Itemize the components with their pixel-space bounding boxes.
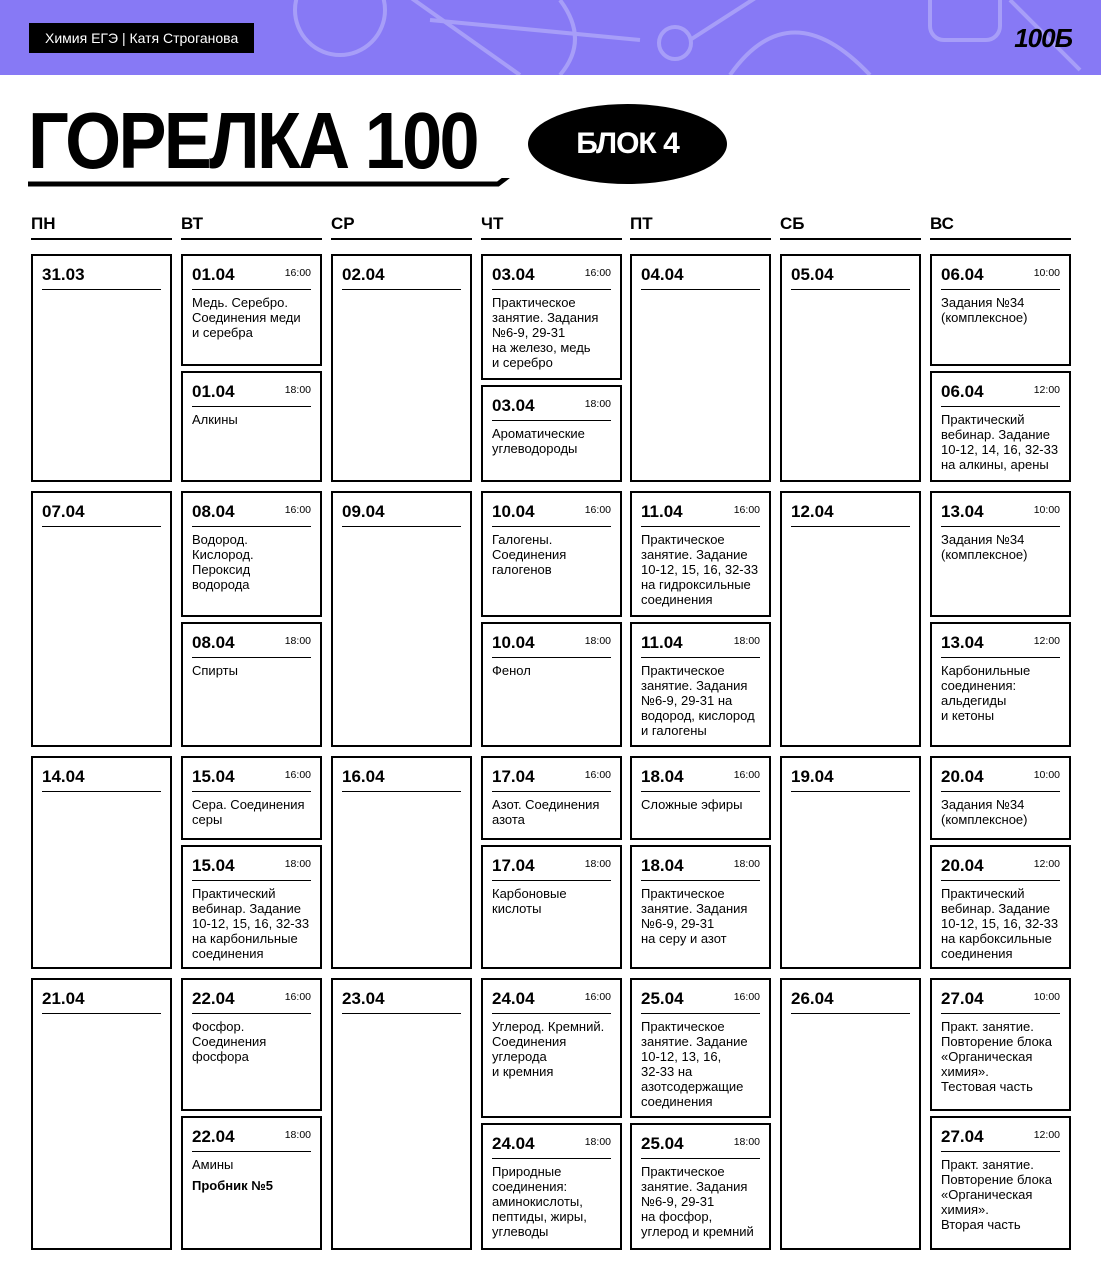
- cell-time: 10:00: [1033, 769, 1060, 781]
- event-description: Медь. Серебро. Соединения меди и серебра: [192, 295, 301, 340]
- day-cell: [31, 756, 172, 969]
- cell-time: 16:00: [284, 504, 311, 516]
- cell-date: 05.04: [791, 265, 834, 284]
- cell-time: 12:00: [1033, 858, 1060, 870]
- cell-header: [342, 501, 461, 527]
- cell-time: 16:00: [584, 267, 611, 279]
- day-cell: [31, 491, 172, 747]
- cell-header: [192, 632, 311, 658]
- cell-header: [941, 381, 1060, 407]
- cell-date: 27.04: [941, 1127, 984, 1146]
- cell-date: 31.03: [42, 265, 85, 284]
- day-header-mon: ПН: [31, 212, 172, 240]
- cell-header: [941, 1126, 1060, 1152]
- event-cell: [481, 756, 622, 840]
- cell-header: [492, 264, 611, 290]
- day-cell: [331, 254, 472, 482]
- event-cell: [930, 756, 1071, 840]
- cell-time: 18:00: [584, 398, 611, 410]
- event-description: Фенол: [492, 663, 531, 678]
- event-extra-note: Пробник №5: [192, 1178, 273, 1193]
- cell-date: 19.04: [791, 767, 834, 786]
- event-cell: [930, 491, 1071, 617]
- cell-time: 10:00: [1033, 504, 1060, 516]
- event-cell: [481, 385, 622, 482]
- day-header-sat: СБ: [780, 212, 921, 240]
- cell-time: 12:00: [1033, 384, 1060, 396]
- cell-header: [641, 501, 760, 527]
- cell-time: 18:00: [733, 635, 760, 647]
- cell-time: 10:00: [1033, 267, 1060, 279]
- cell-date: 26.04: [791, 989, 834, 1008]
- cell-time: 18:00: [733, 858, 760, 870]
- day-header-fri: ПТ: [630, 212, 771, 240]
- event-description: Водород. Кислород. Пероксид водорода: [192, 532, 254, 592]
- event-description: Задания №34 (комплексное): [941, 797, 1028, 827]
- cell-header: [42, 264, 161, 290]
- event-description: Практическое занятие. Задания №6-9, 29-31 на фосфор, углерод и кремний: [641, 1164, 754, 1239]
- cell-date: 04.04: [641, 265, 684, 284]
- cell-header: [941, 766, 1060, 792]
- event-cell: [930, 622, 1071, 747]
- day-cell: [780, 756, 921, 969]
- cell-date: 24.04: [492, 1134, 535, 1153]
- cell-date: 01.04: [192, 382, 235, 401]
- event-description: Практ. занятие. Повторение блока «Органическая химия». Вторая часть: [941, 1157, 1053, 1232]
- cell-header: [192, 501, 311, 527]
- event-description: Практический вебинар. Задание 10-12, 14, 16, 32-33 на алкины, арены: [941, 412, 1059, 472]
- cell-header: [192, 988, 311, 1014]
- event-description: Фосфор. Соединения фосфора: [192, 1019, 267, 1064]
- day-cell: [31, 978, 172, 1250]
- cell-date: 15.04: [192, 767, 235, 786]
- event-cell: [181, 371, 322, 482]
- cell-date: 09.04: [342, 502, 385, 521]
- cell-date: 17.04: [492, 856, 535, 875]
- cell-header: [492, 501, 611, 527]
- event-description: Практ. занятие. Повторение блока «Органическая химия». Тестовая часть: [941, 1019, 1053, 1094]
- cell-header: [192, 1126, 311, 1152]
- cell-time: 18:00: [584, 635, 611, 647]
- day-cell: [331, 756, 472, 969]
- cell-time: 18:00: [284, 858, 311, 870]
- cell-date: 21.04: [42, 989, 85, 1008]
- event-description: Азот. Соединения азота: [492, 797, 600, 827]
- cell-date: 01.04: [192, 265, 235, 284]
- cell-time: 16:00: [733, 769, 760, 781]
- day-cell: [780, 254, 921, 482]
- event-description: Практический вебинар. Задание 10-12, 15, 16, 32-33 на карбоксильные соединения: [941, 886, 1059, 961]
- page-title: ГОРЕЛКА 100: [28, 96, 477, 185]
- cell-date: 10.04: [492, 633, 535, 652]
- cell-header: [641, 264, 760, 290]
- event-description: Практическое занятие. Задания №6-9, 29-31 на серу и азот: [641, 886, 748, 946]
- event-cell: [181, 756, 322, 840]
- event-cell: [181, 254, 322, 366]
- cell-date: 08.04: [192, 502, 235, 521]
- cell-date: 22.04: [192, 1127, 235, 1146]
- cell-date: 03.04: [492, 396, 535, 415]
- cell-header: [641, 988, 760, 1014]
- event-cell: [930, 371, 1071, 482]
- cell-header: [791, 264, 910, 290]
- event-description: Углерод. Кремний. Соединения углерода и кремния: [492, 1019, 605, 1079]
- cell-time: 18:00: [284, 635, 311, 647]
- cell-header: [192, 264, 311, 290]
- cell-time: 12:00: [1033, 1129, 1060, 1141]
- day-cell: [31, 254, 172, 482]
- cell-date: 11.04: [641, 633, 683, 652]
- event-cell: [481, 254, 622, 380]
- cell-time: 10:00: [1033, 991, 1060, 1003]
- cell-time: 16:00: [584, 991, 611, 1003]
- title-underline: [28, 178, 518, 190]
- event-cell: [930, 845, 1071, 969]
- event-cell: [630, 622, 771, 747]
- cell-date: 15.04: [192, 856, 235, 875]
- event-description: Природные соединения: аминокислоты, пептиды, жиры, углеводы: [492, 1164, 587, 1239]
- event-description: Задания №34 (комплексное): [941, 532, 1028, 562]
- top-banner: [0, 0, 1101, 75]
- event-cell: [630, 845, 771, 969]
- cell-date: 18.04: [641, 856, 684, 875]
- cell-header: [641, 855, 760, 881]
- event-cell: [481, 1123, 622, 1250]
- event-description: Карбонильные соединения: альдегиды и кетоны: [941, 663, 1031, 723]
- event-cell: [481, 491, 622, 617]
- cell-header: [42, 988, 161, 1014]
- day-cell: [780, 491, 921, 747]
- cell-header: [641, 766, 760, 792]
- event-description: Ароматические углеводороды: [492, 426, 585, 456]
- cell-header: [492, 395, 611, 421]
- event-description: Алкины: [192, 412, 238, 427]
- event-cell: [630, 491, 771, 617]
- cell-time: 18:00: [284, 1129, 311, 1141]
- cell-time: 18:00: [584, 1136, 611, 1148]
- event-description: Практическое занятие. Задания №6-9, 29-31 на водород, кислород и галогены: [641, 663, 755, 738]
- cell-header: [641, 632, 760, 658]
- cell-header: [342, 264, 461, 290]
- cell-date: 25.04: [641, 1134, 684, 1153]
- event-cell: [481, 845, 622, 969]
- cell-date: 08.04: [192, 633, 235, 652]
- day-cell: [780, 978, 921, 1250]
- cell-header: [941, 501, 1060, 527]
- cell-time: 16:00: [284, 267, 311, 279]
- cell-header: [941, 264, 1060, 290]
- day-cell: [630, 254, 771, 482]
- event-cell: [930, 978, 1071, 1111]
- event-description: Амины: [192, 1157, 234, 1172]
- cell-header: [342, 766, 461, 792]
- cell-time: 16:00: [584, 504, 611, 516]
- cell-date: 11.04: [641, 502, 683, 521]
- cell-time: 18:00: [584, 858, 611, 870]
- cell-date: 20.04: [941, 767, 984, 786]
- cell-header: [42, 501, 161, 527]
- day-cell: [331, 978, 472, 1250]
- cell-date: 14.04: [42, 767, 85, 786]
- cell-date: 13.04: [941, 633, 984, 652]
- event-description: Практическое занятие. Задание 10-12, 15, 16, 32-33 на гидроксильные соединения: [641, 532, 759, 607]
- cell-time: 16:00: [584, 769, 611, 781]
- day-cell: [331, 491, 472, 747]
- event-cell: [630, 756, 771, 840]
- event-description: Задания №34 (комплексное): [941, 295, 1028, 325]
- cell-time: 18:00: [733, 1136, 760, 1148]
- cell-header: [791, 501, 910, 527]
- event-description: Сера. Соединения серы: [192, 797, 305, 827]
- cell-header: [492, 855, 611, 881]
- cell-header: [641, 1133, 760, 1159]
- cell-header: [42, 766, 161, 792]
- event-description: Галогены. Соединения галогенов: [492, 532, 567, 577]
- cell-time: 16:00: [733, 991, 760, 1003]
- cell-date: 06.04: [941, 382, 984, 401]
- cell-header: [492, 766, 611, 792]
- day-header-thu: ЧТ: [481, 212, 622, 240]
- event-cell: [181, 622, 322, 747]
- event-cell: [181, 1116, 322, 1250]
- cell-header: [192, 855, 311, 881]
- event-cell: [630, 978, 771, 1118]
- cell-date: 12.04: [791, 502, 834, 521]
- event-description: Спирты: [192, 663, 238, 678]
- cell-header: [492, 632, 611, 658]
- event-cell: [481, 622, 622, 747]
- day-header-tue: ВТ: [181, 212, 322, 240]
- cell-date: 13.04: [941, 502, 984, 521]
- cell-time: 16:00: [733, 504, 760, 516]
- event-cell: [630, 1123, 771, 1250]
- block-label: БЛОК 4: [528, 104, 727, 184]
- event-description: Карбоновые кислоты: [492, 886, 567, 916]
- event-cell: [930, 1116, 1071, 1250]
- event-description: Сложные эфиры: [641, 797, 743, 812]
- cell-date: 16.04: [342, 767, 385, 786]
- cell-header: [342, 988, 461, 1014]
- cell-time: 12:00: [1033, 635, 1060, 647]
- cell-date: 25.04: [641, 989, 684, 1008]
- cell-header: [192, 766, 311, 792]
- day-header-wed: СР: [331, 212, 472, 240]
- event-cell: [181, 845, 322, 969]
- cell-time: 16:00: [284, 991, 311, 1003]
- cell-date: 23.04: [342, 989, 385, 1008]
- cell-header: [192, 381, 311, 407]
- cell-header: [941, 632, 1060, 658]
- day-header-sun: ВС: [930, 212, 1071, 240]
- event-description: Практическое занятие. Задания №6-9, 29-31 на железо, медь и серебро: [492, 295, 599, 370]
- cell-header: [941, 988, 1060, 1014]
- cell-date: 10.04: [492, 502, 535, 521]
- cell-date: 18.04: [641, 767, 684, 786]
- cell-time: 16:00: [284, 769, 311, 781]
- cell-header: [791, 766, 910, 792]
- event-description: Практическое занятие. Задание 10-12, 13, 16, 32-33 на азотсодержащие соединения: [641, 1019, 748, 1109]
- event-cell: [181, 491, 322, 617]
- cell-time: 18:00: [284, 384, 311, 396]
- cell-date: 24.04: [492, 989, 535, 1008]
- cell-header: [492, 1133, 611, 1159]
- event-cell: [181, 978, 322, 1111]
- brand-logo: 100Б: [1014, 23, 1072, 53]
- cell-date: 22.04: [192, 989, 235, 1008]
- cell-date: 06.04: [941, 265, 984, 284]
- cell-header: [791, 988, 910, 1014]
- cell-header: [492, 988, 611, 1014]
- course-badge: Химия ЕГЭ | Катя Строганова: [29, 23, 254, 53]
- cell-header: [941, 855, 1060, 881]
- event-cell: [930, 254, 1071, 366]
- cell-date: 27.04: [941, 989, 984, 1008]
- cell-date: 17.04: [492, 767, 535, 786]
- cell-date: 03.04: [492, 265, 535, 284]
- cell-date: 20.04: [941, 856, 984, 875]
- event-description: Практический вебинар. Задание 10-12, 15, 16, 32-33 на карбонильные соединения: [192, 886, 310, 961]
- event-cell: [481, 978, 622, 1118]
- cell-date: 07.04: [42, 502, 85, 521]
- cell-date: 02.04: [342, 265, 385, 284]
